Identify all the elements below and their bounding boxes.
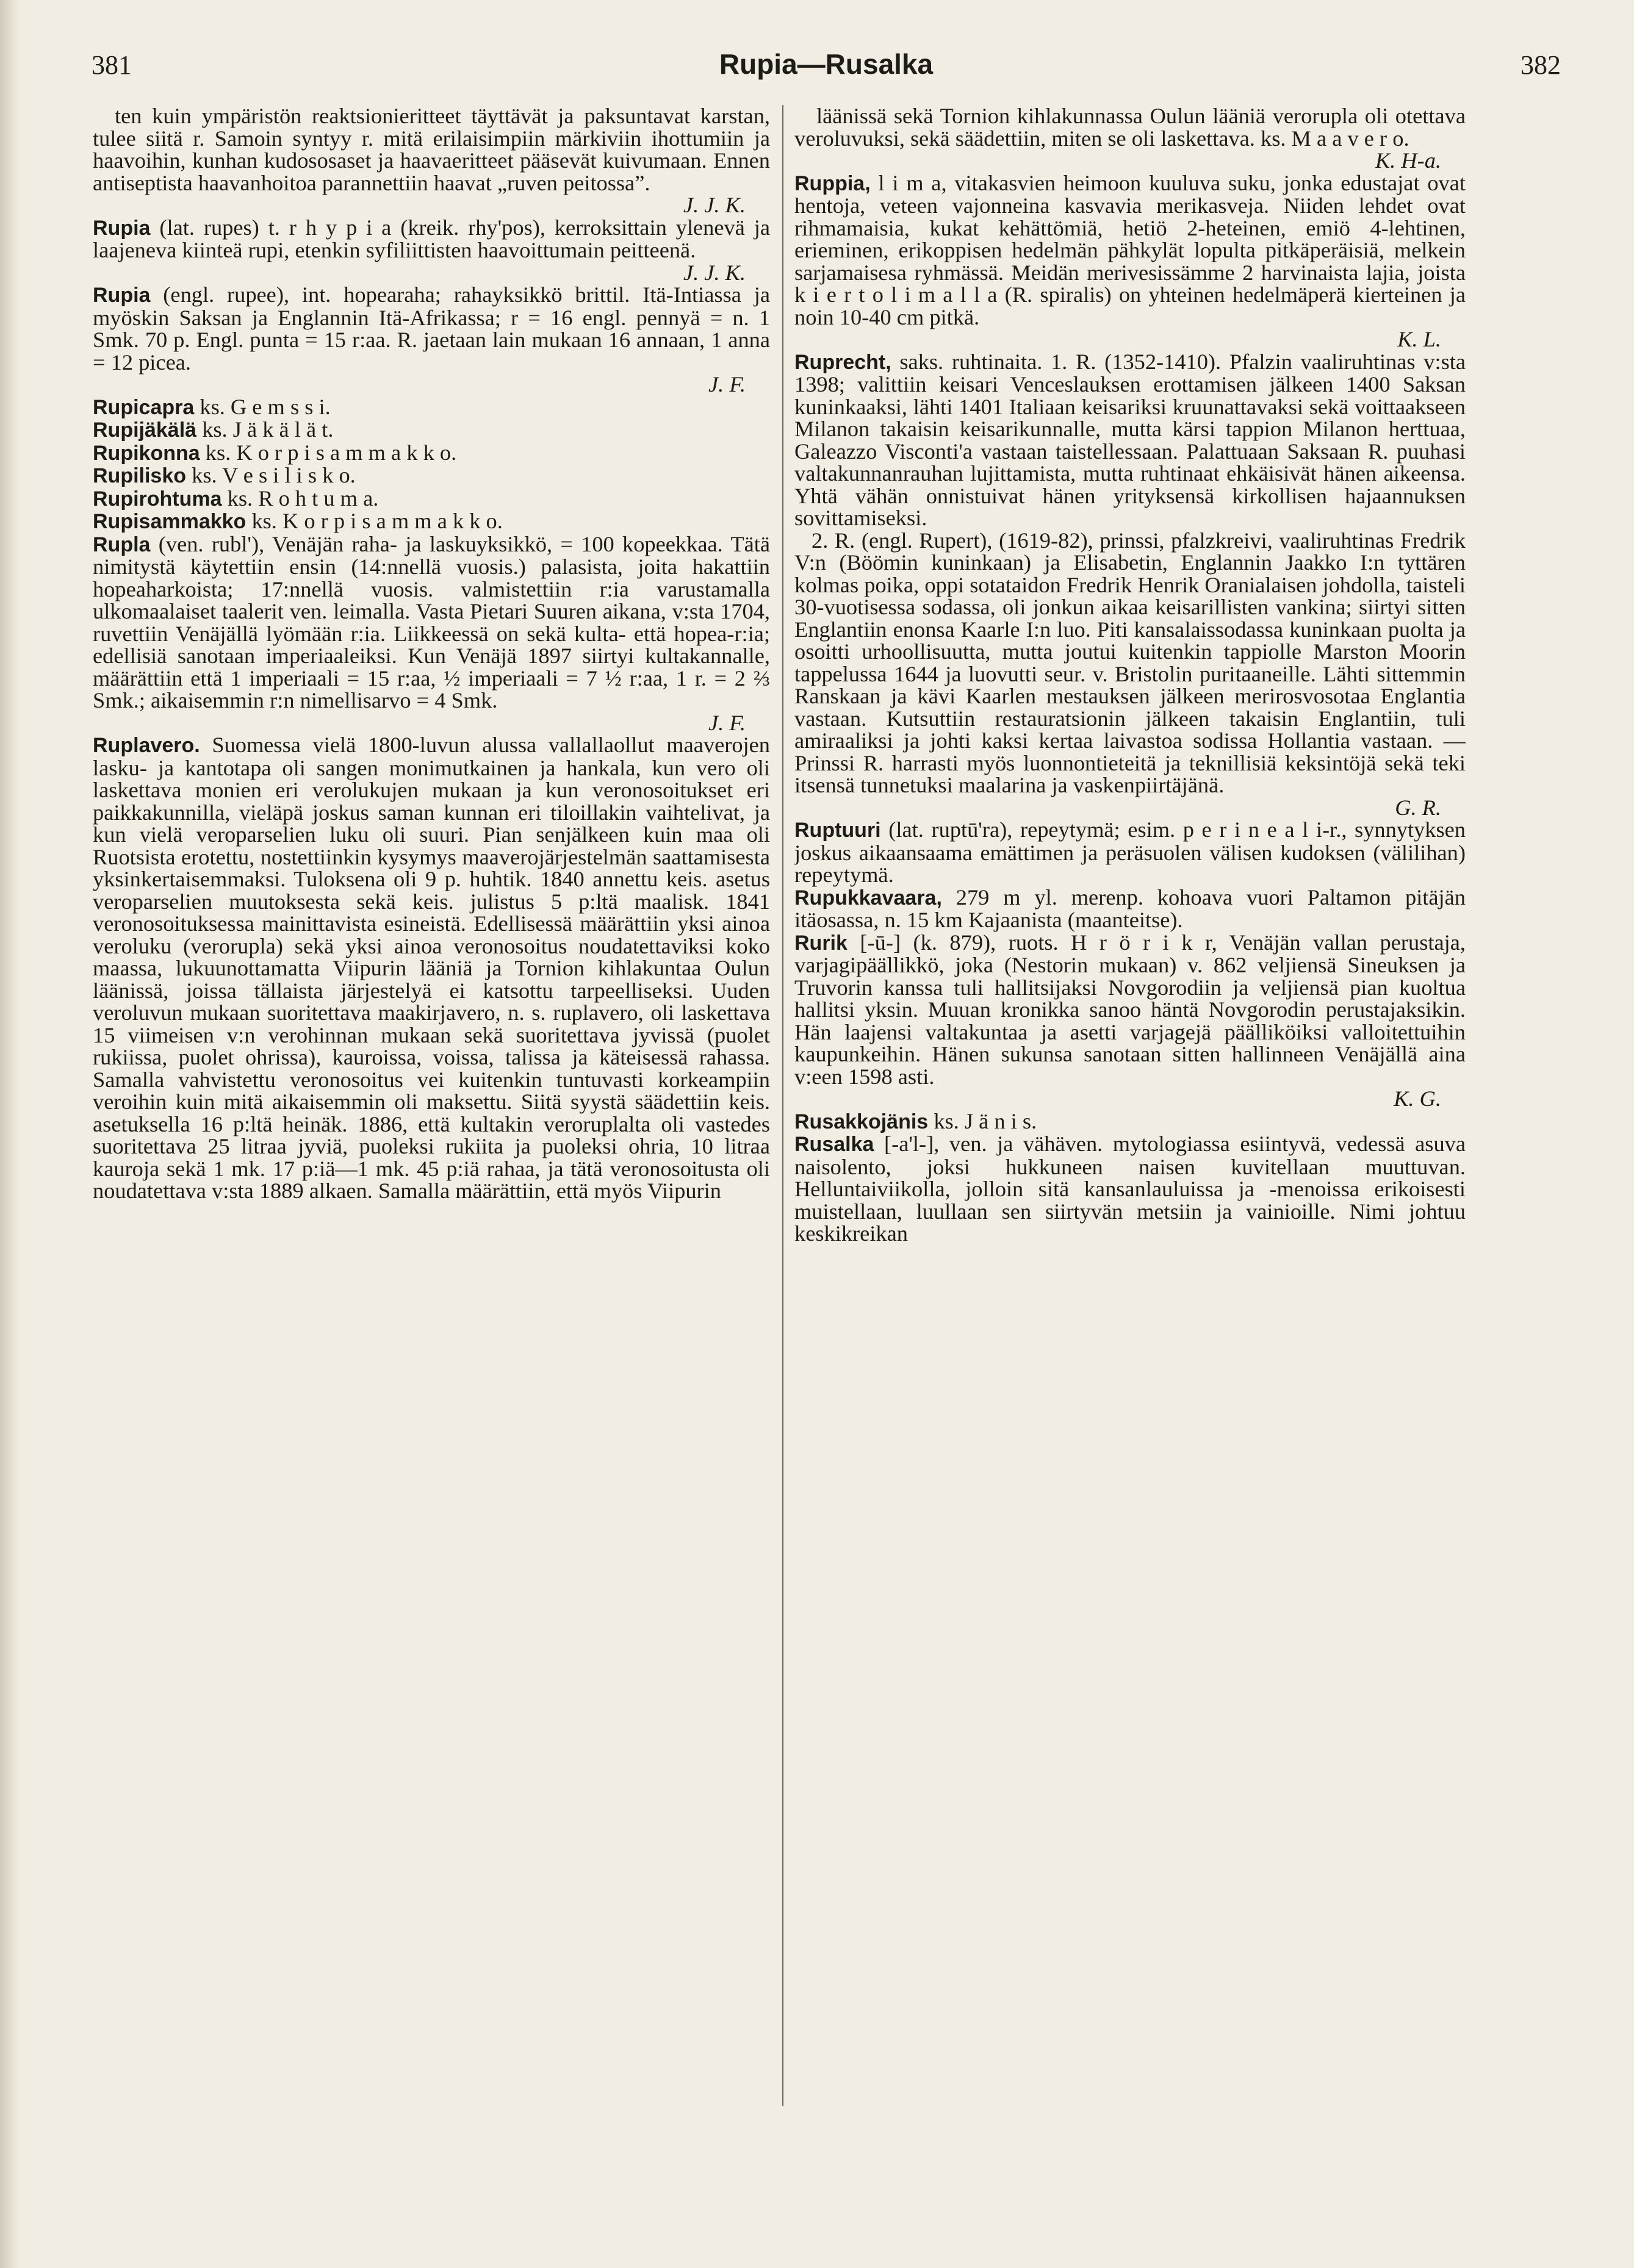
entry-headword: Ruptuuri [794, 819, 881, 842]
entry-headword: Rupirohtuma [93, 487, 222, 511]
author-signature: G. R. [1395, 795, 1441, 820]
author-signature: J. F. [708, 372, 746, 397]
entry-headword: Rupikonna [93, 441, 200, 465]
dictionary-entry [93, 418, 770, 442]
entry-headword: Rupla [93, 533, 151, 556]
entry-text: (ven. rubl'), Venäjän raha- ja laskuyksikkö, = 100 kopeekkaa. Tätä nimitystä käytettiin ensin (14:nnellä vuosis.) palasista, joita hakattiin hopeaharkoista; 17:nnellä vuosis. valmistettiin r:ia varustamalla ulkomaalaiset taalerit ven. leimalla. Vasta Pietari Suuren aikana, v:sta 1704, ruvettiin Venäjällä lyömään r:ia. Liikkeessä on sekä kulta- että hopea-r:ia; edellisiä sanotaan imperiaaleiksi. Kun Venäjä 1897 siirtyi kultakannalle, määrättiin että 1 imperiaali = 15 r:aa, ½ imperiaali = 7 ½ r:aa, 1 r. = 2 ⅔ Smk.; aikaisemmin r:n nimellisarvo = 4 Smk. [93, 531, 770, 712]
dictionary-entry [93, 284, 770, 396]
paragraph [794, 105, 1466, 172]
page-title: Rupia—Rusalka [719, 48, 934, 80]
author-signature: K. L. [1397, 327, 1441, 351]
dictionary-entry [93, 217, 770, 284]
right-column [794, 105, 1466, 2240]
dictionary-entry [93, 442, 770, 465]
entry-text: 2. R. (engl. Rupert), (1619-82), prinssi, pfalzkreivi, vaaliruhtinas Fredrik V:n (Böömin kuninkaan) ja Elisabetin, Englannin Jaakko I:n tyttären kolmas poika, oppi sotataidon Fredrik Henrik Oranialaisen johdolla, taisteli 30-vuotisessa sodassa, oli jonkun aikaa keisarillisten vankina; siirtyi sitten Englantiin enonsa Kaarle I:n luo. Piti kansalaissodassa kuninkaan puolta ja osoitti urhoollisuutta, mutta joutui kuitenkin tappiolle Marston Moorin tappelussa 1644 ja luovutti seur. v. Bristolin puritaaneille. Lähti sittemmin Ranskaan ja kävi Kaarlen mestauksen jälkeen merirosvosotaa Englantia vastaan. Kutsuttiin restauratsionin jälkeen takaisin Englantiin, tuli amiraaliksi ja johti kaksi kertaa laivastoa sodissa Hollantia vastaan. — Prinssi R. harrasti myös luonnontieteitä ja teknillisiä keksintöjä sekä teki itsensä tunnetuksi maalarina ja vaskenpiirtäjänä. [794, 528, 1466, 797]
author-signature: K. G. [1394, 1086, 1441, 1111]
entry-headword: Ruplavero. [93, 734, 200, 757]
entry-text: ks. K o r p i s a m m a k k o. [251, 509, 503, 533]
dictionary-entry [794, 819, 1466, 886]
dictionary-entry [93, 487, 770, 511]
entry-text: ks. K o r p i s a m m a k k o. [205, 440, 457, 465]
author-signature: J. J. K. [683, 193, 746, 217]
dictionary-entry [93, 510, 770, 533]
entry-text: saks. ruhtinaita. 1. R. (1352-1410). Pfalzin vaaliruhtinas v:sta 1398; valittiin keisari Venceslauksen erottamisen jälkeen 1400 Saksan kuninkaaksi, lähti 1401 Italiaan keisariksi kruunattavaksi sekä voittaakseen Milanon takaisin keisarikunnalle, mutta kärsi tappion Milanon herttuaa, Galeazzo Visconti'a vastaan taistellessaan. Palattuaan Saksaan R. puuhasi valtakunnanrauhan lujittamista, mutta ruhtinaat ehkäisivät hänen aikeensa. Yhtä vähän onnistuivat hänen yrityksensä kirkollisen hajaannuksen sovittamiseksi. [794, 349, 1466, 530]
dictionary-entry [794, 886, 1466, 931]
entry-headword: Rupicapra [93, 395, 195, 419]
entry-text: l i m a, vitakasvien heimoon kuuluva suku, jonka edustajat ovat hentoja, veteen vajonneina kasvavia merikasveja. Niiden lehdet ovat rihmamaisia, kukat kehättömiä, hetiö 2-heteinen, emiö 4-lehtinen, erieminen, erikoppisen hedelmän pähkylät lopulta pitkäperäisiä, melkein sarjamaisesa ryhmässä. Meidän merivesissämme 2 harvinaista lajia, joista k i e r t o l i m a l l a (R. spiralis) on yhteinen hedelmäperä kierteinen ja noin 10-40 cm pitkä. [794, 170, 1466, 329]
entry-headword: Rupia [93, 216, 151, 240]
dictionary-entry [93, 533, 770, 734]
entry-text: 279 m yl. merenp. kohoava vuori Paltamon pitäjän itäosassa, n. 15 km Kajaanista (maanteitse). [794, 885, 1466, 932]
entry-text: Suomessa vielä 1800-luvun alussa vallallaollut maaverojen lasku- ja kantotapa oli sangen monimutkainen ja hankala, kun vero oli laskettava monien eri verolukujen mukaan ja kun veronosoitukset eri paikkakunnilla, vieläpä joskus saman kunnan eri tiloillakin vaihtelivat, ja kun vielä veroparselien luku oli suuri. Pian senjälkeen kuin maa oli Ruotsista erotettu, nostettiinkin kysymys maaverojärjestelmän saattamisesta yksinkertaisemmaksi. Tuloksena oli 9 p. huhtik. 1840 annettu keis. asetus veroparselien muutoksesta sekä keis. julistus 5 p:ltä maalisk. 1841 veronosoituksessa mainittavista esineistä. Edellisessä määrättiin yksi ainoa veroluku (verorupla) sekä yksi ainoa veronosoitus noudatettaviksi koko maassa, lukuunottamatta Viipurin lääniä ja Tornion kihlakuntaa Oulun läänissä, joissa tällaista järjestelyä ei katsottu tarpeelliseksi. Uuden veroluvun mukaan suoritettava maakirjavero, n. s. ruplavero, oli laskettava 15 viimeisen v:n verohinnan mukaan sekä suoritettava jyvissä (puolet rukiissa, puolet ohrissa), kauroissa, voissa, talissa ja käteisessä rahassa. Samalla vahvistettu veronosoitus vei kuitenkin tuntuvasti korkeampiin veroihin kuin mitä aikaisemmin oli maksettu. Siitä syystä säädettiin keis. asetuksella 16 p:ltä heinäk. 1886, että kultakin veroruplalta oli vastedes suoritettava 25 litraa jyviä, puoleksi rukiita ja puoleksi ohria, 10 litraa kauroja sekä 1 mk. 17 p:iä—1 mk. 45 p:iä rahaa, ja tätä veronosoitusta oli noudatettava v:sta 1889 alkaen. Samalla määrättiin, että myös Viipurin [93, 733, 770, 1203]
entry-text: läänissä sekä Tornion kihlakunnassa Oulun lääniä verorupla oli otettava veroluvuksi, sekä säädettiin, miten se oli laskettava. ks. M a a v e r o. [794, 105, 1466, 151]
entry-headword: Rupilisko [93, 464, 187, 487]
entry-headword: Ruppia, [794, 171, 871, 195]
dictionary-entry [794, 172, 1466, 351]
entry-headword: Ruprecht, [794, 350, 891, 374]
entry-headword: Rusakkojänis [794, 1110, 929, 1133]
entry-headword: Rurik [794, 931, 848, 955]
left-page-number: 381 [92, 50, 132, 80]
dictionary-entry [794, 931, 1466, 1110]
dictionary-entry [794, 1110, 1466, 1133]
author-signature: J. F. [708, 710, 746, 735]
page-header [92, 48, 1561, 96]
entry-text: ten kuin ympäristön reaktsionieritteet täyttävät ja paksuntavat karstan, tulee siitä r. Samoin syntyy r. mitä erilaisimpiin märkiviin ihottumiin ja haavoihin, kunhan kudososaset ja haavaeritteet pääsevät kuivumaan. Ennen antiseptista haavanhoitoa parannettiin haavat „ruven peitossa”. [93, 105, 770, 195]
author-signature: J. J. K. [683, 260, 746, 285]
entry-headword: Rupisammakko [93, 510, 247, 533]
left-column [93, 105, 770, 2240]
entry-text: (engl. rupee), int. hopearaha; rahayksikkö brittil. Itä-Intiassa ja myöskin Saksan ja Englannin Itä-Afrikassa; r = 16 engl. pennyä = n. 1 Smk. 70 p. Engl. punta = 15 r:aa. R. jaetaan lain mukaan 16 annaan, 1 anna = 12 picea. [93, 282, 770, 375]
entry-text: ks. J ä n i s. [934, 1108, 1037, 1133]
paragraph [794, 529, 1466, 819]
dictionary-entry [93, 464, 770, 487]
entry-text: ks. J ä k ä l ä t. [202, 417, 334, 442]
right-page-number: 382 [1521, 50, 1561, 80]
paragraph [93, 105, 770, 217]
page-binding-edge [0, 0, 21, 2268]
entry-text: (lat. rupes) t. r h y p i a (kreik. rhy'pos), kerroksittain ylenevä ja laajeneva kiinteä rupi, etenkin syfiliittisten haavoittumain peitteenä. [93, 215, 770, 262]
entry-headword: Rupijäkälä [93, 418, 197, 442]
entry-headword: Rupukkavaara, [794, 886, 942, 910]
entry-text: [-a'l-], ven. ja vähäven. mytologiassa esiintyvä, vedessä asuva naisolento, joksi hukkuneen naisen kuvitellaan muuttuvan. Helluntaiviikolla, jolloin sitä kansanlauluissa ja -menoissa erikoisesti muistellaan, luullaan sen siirtyvän metsiin ja vainioille. Nimi johtuu keskikreikan [794, 1132, 1466, 1246]
entry-headword: Rusalka [794, 1133, 874, 1156]
entry-text: ks. G e m s s i. [200, 394, 331, 419]
dictionary-entry [93, 734, 770, 1202]
entry-text: ks. R o h t u m a. [227, 486, 379, 511]
entry-headword: Rupia [93, 284, 151, 307]
entry-text: ks. V e s i l i s k o. [192, 463, 356, 487]
entry-text: (lat. ruptū'ra), repeytymä; esim. p e r i n e a l i-r., synnytyksen joskus aikaansaama emättimen ja peräsuolen välisen kudoksen (välilihan) repeytymä. [794, 817, 1466, 887]
dictionary-entry [93, 396, 770, 419]
entry-text: [-ū-] (k. 879), ruots. H r ö r i k r, Venäjän vallan perustaja, varjagipäällikkö, joka (Nestorin mukaan) v. 862 veljiensä Sineuksen ja Truvorin kanssa tuli hallitsijaksi Novgorodiin ja veljiensä pian kuoltua hallitsi yksin. Muuan kronikka sanoo häntä Novgorodin perustajaksikin. Hän laajensi valtakuntaa ja asetti varjagejä päälliköiksi valloitettuihin kaupunkeihin. Hänen sukunsa sanotaan sitten hallinneen Venäjällä aina v:een 1598 asti. [794, 930, 1466, 1089]
column-divider [782, 105, 783, 2106]
dictionary-entry [794, 351, 1466, 529]
author-signature: K. H-a. [1375, 148, 1441, 173]
dictionary-entry [794, 1133, 1466, 1245]
